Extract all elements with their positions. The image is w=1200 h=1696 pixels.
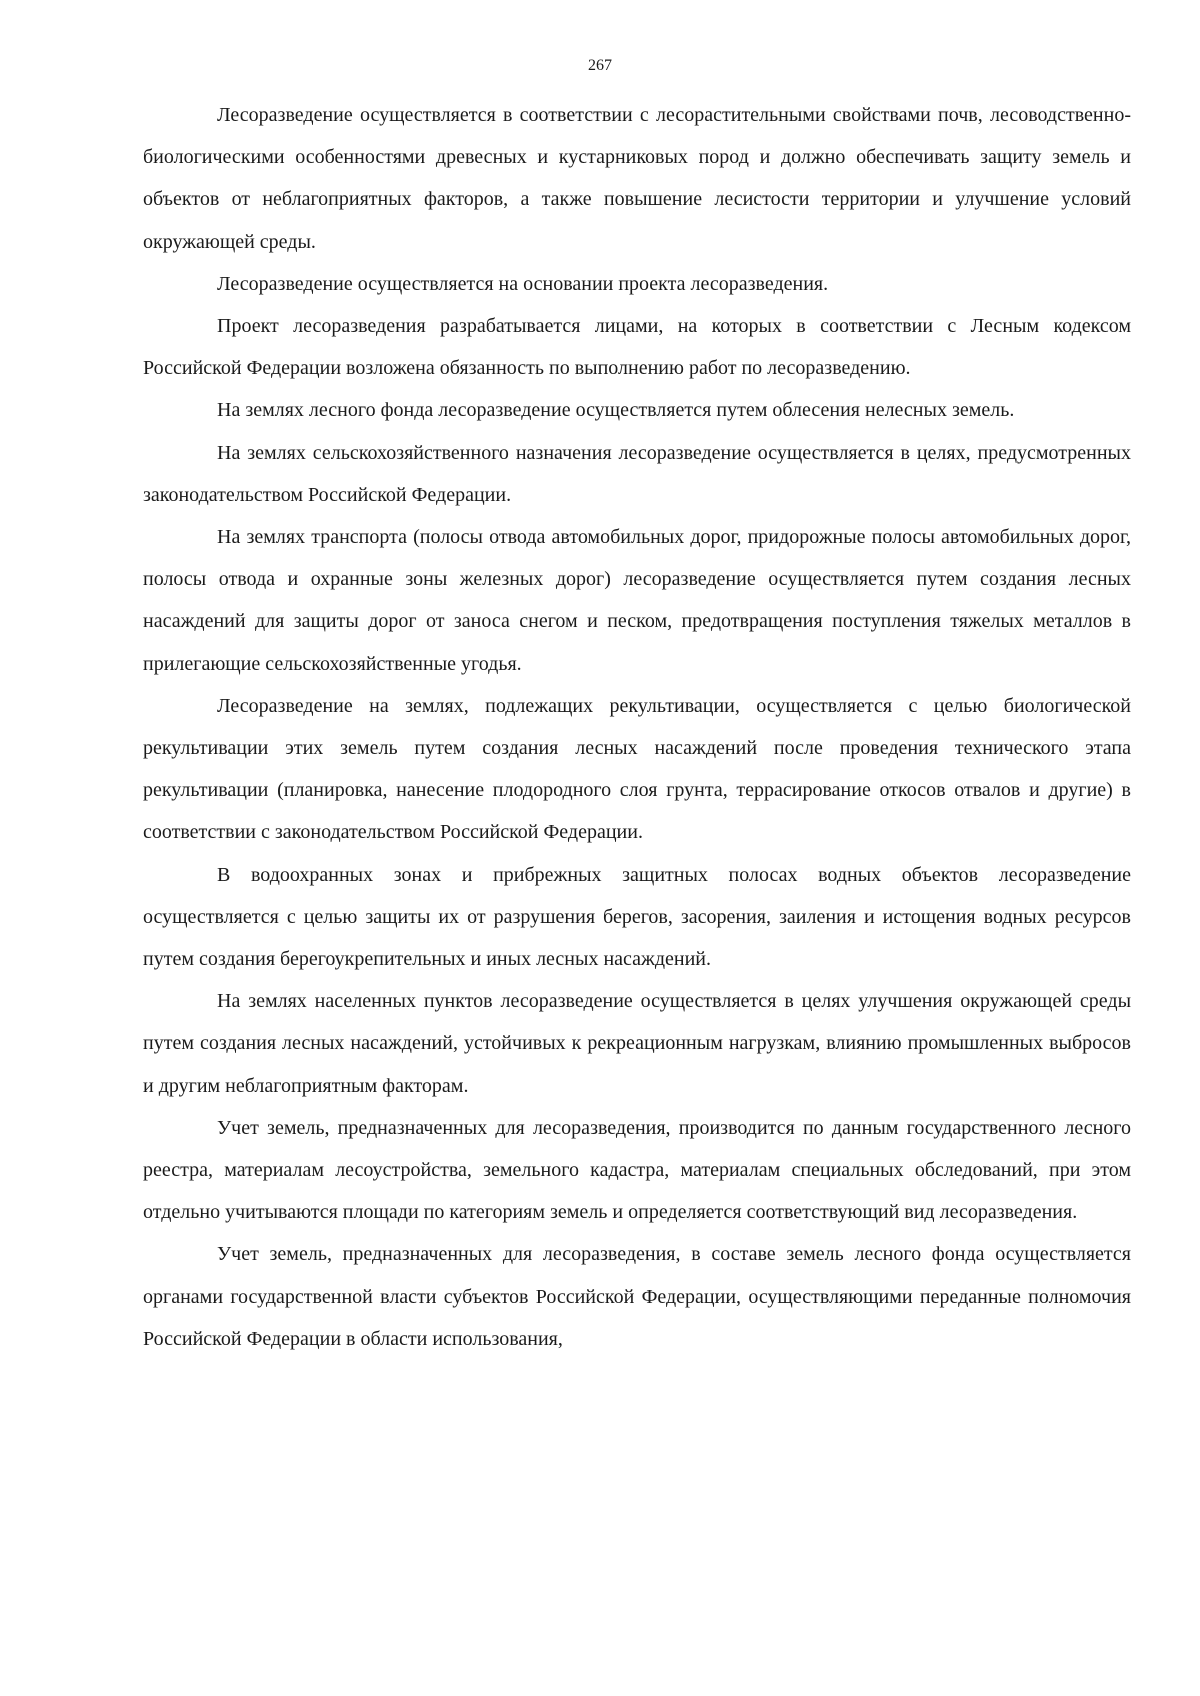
paragraph-4: На землях лесного фонда лесоразведение осуществляется путем облесения нелесных земель.	[217, 399, 1015, 422]
page-number: 267	[588, 57, 612, 74]
paragraph-1: Лесоразведение осуществляется в соответствии с лесорастительными свойствами почв, лесоводственно-биологическими особенностями древесных и кустарниковых пород и должно обеспечивать защиту земель и объектов от неблагоприятных факторов, а также повышение лесистости территории и улучшение условий окружающей среды.	[143, 104, 1131, 253]
paragraph-8: В водоохранных зонах и прибрежных защитных полосах водных объектов лесоразведение осуществляется с целью защиты их от разрушения берегов, засорения, заиления и истощения водных ресурсов путем создания берегоукрепительных и иных лесных насаждений.	[143, 863, 1131, 971]
paragraph-10: Учет земель, предназначенных для лесоразведения, производится по данным государственного лесного реестра, материалам лесоустройства, земельного кадастра, материалам специальных обследований, при этом отдельно учитываются площади по категориям земель и определяется соответствующий вид лесоразведения.	[143, 1116, 1131, 1224]
paragraph-2: Лесоразведение осуществляется на основании проекта лесоразведения.	[217, 272, 829, 295]
paragraph-7: Лесоразведение на землях, подлежащих рекультивации, осуществляется с целью биологической рекультивации этих земель путем создания лесных насаждений после проведения технического этапа рекультивации (планировка, нанесение плодородного слоя грунта, террасирование откосов отвалов и другие) в соответствии с законодательством Российской Федерации.	[143, 694, 1131, 844]
paragraph-6: На землях транспорта (полосы отвода автомобильных дорог, придорожные полосы автомобильных дорог, полосы отвода и охранные зоны железных дорог) лесоразведение осуществляется путем создания лесных насаждений для защиты дорог от заноса снегом и песком, предотвращения поступления тяжелых металлов в прилегающие сельскохозяйственные угодья.	[143, 526, 1131, 675]
paragraph-5: На землях сельскохозяйственного назначения лесоразведение осуществляется в целях, предусмотренных законодательством Российской Федерации.	[143, 441, 1131, 506]
paragraph-9: На землях населенных пунктов лесоразведение осуществляется в целях улучшения окружающей среды путем создания лесных насаждений, устойчивых к рекреационным нагрузкам, влиянию промышленных выбросов и другим неблагоприятным факторам.	[143, 990, 1131, 1097]
paragraph-11: Учет земель, предназначенных для лесоразведения, в составе земель лесного фонда осуществляется органами государственной власти субъектов Российской Федерации, осуществляющими переданные полномочия Российской Федерации в области использования,	[143, 1243, 1131, 1350]
paragraph-3: Проект лесоразведения разрабатывается лицами, на которых в соответствии с Лесным кодексом Российской Федерации возложена обязанность по выполнению работ по лесоразведению.	[143, 315, 1131, 380]
document-body	[143, 94, 1131, 1360]
